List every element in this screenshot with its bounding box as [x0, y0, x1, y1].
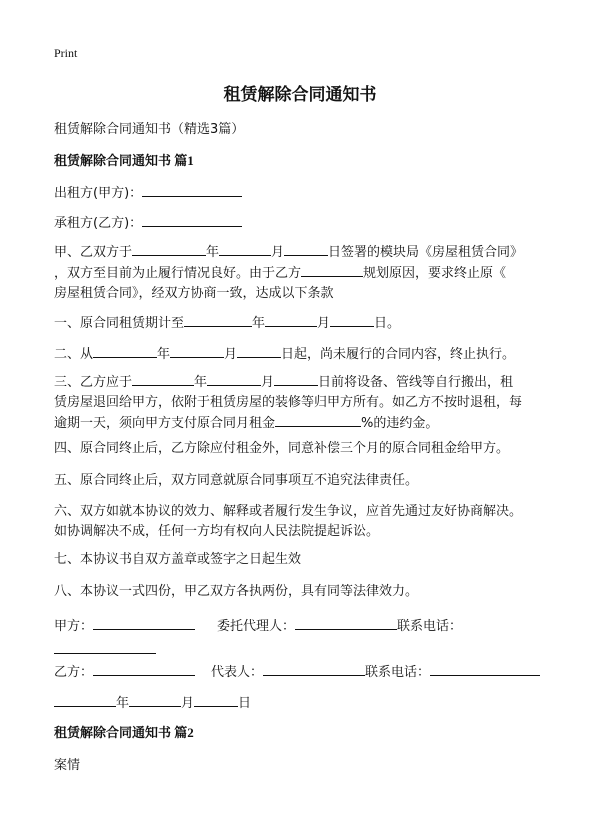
item-6-l2: 如协调解决不成，任何一方均有权向人民法院提起诉讼。 — [54, 524, 380, 539]
party-b-phone-blank — [430, 662, 540, 676]
item-4: 四、原合同终止后，乙方除应付租金外，同意补偿三个月的原合同租金给甲方。 — [54, 441, 510, 456]
lessor-line — [54, 183, 242, 202]
case-label: 案情 — [54, 758, 81, 773]
lessee-line — [54, 213, 242, 232]
item-1-day: 日。 — [374, 316, 401, 331]
date-line — [54, 693, 251, 712]
lessee-blank — [142, 213, 242, 227]
penalty-percent-blank — [275, 413, 361, 427]
item-3-l3-text: 逾期一天，须向甲方支付原合同月租金 — [54, 416, 276, 431]
party-a-phone-label: 联系电话： — [397, 619, 463, 634]
item-2-day-blank — [237, 344, 281, 358]
lessee-label: 承租方(乙方)： — [54, 216, 143, 231]
party-b-label: 乙方： — [54, 665, 94, 680]
intro-year-label: 年 — [206, 245, 220, 260]
date-day-blank — [194, 693, 238, 707]
item-2-rest: 日起，尚未履行的合同内容，终止执行。 — [281, 347, 516, 362]
date-year-blank — [54, 693, 116, 707]
signature-party-a — [54, 616, 462, 635]
item-1-year-blank — [184, 313, 252, 327]
item-2-year: 年 — [157, 347, 171, 362]
date-day: 日 — [238, 696, 252, 711]
item-3-text: 三、乙方应于 — [54, 375, 133, 390]
item-1-year: 年 — [252, 316, 266, 331]
intro-month-label: 月 — [271, 245, 285, 260]
item-3-day-blank — [274, 372, 318, 386]
party-b-blank — [93, 662, 195, 676]
date-year: 年 — [116, 696, 130, 711]
date-month-blank — [129, 693, 181, 707]
item-3-l2: 赁房屋退回给甲方，依附于租赁房屋的装修等归甲方所有。如乙方不按时退租，每 — [54, 395, 523, 410]
intro-l2-rest: 规划原因，要求终止原《 — [363, 266, 507, 281]
agent-blank — [295, 616, 397, 630]
intro-l3-text: 房屋租赁合同》，经双方协商一致，达成以下条款 — [54, 286, 334, 301]
item-3-year-blank — [132, 372, 194, 386]
item-6 — [54, 502, 548, 542]
party-a-phone-blank — [54, 640, 156, 654]
section-2-title: 租赁解除合同通知书 篇2 — [54, 725, 194, 740]
intro-day-blank — [284, 242, 328, 256]
item-1-month: 月 — [317, 316, 331, 331]
intro-reason-blank — [301, 263, 363, 277]
item-1-text: 一、原合同租赁期计至 — [54, 316, 185, 331]
item-3-year: 年 — [194, 375, 208, 390]
lessor-label: 出租方(甲方)： — [54, 186, 143, 201]
item-3-month-blank — [207, 372, 261, 386]
item-2 — [54, 344, 515, 363]
intro-text: 租赁解除合同通知书（精选3篇） — [54, 122, 245, 137]
item-1-month-blank — [265, 313, 317, 327]
date-month: 月 — [181, 696, 195, 711]
item-2-month: 月 — [224, 347, 238, 362]
intro-paragraph — [54, 242, 548, 304]
item-5: 五、原合同终止后，双方同意就原合同事项互不追究法律责任。 — [54, 473, 419, 488]
section-1-title: 租赁解除合同通知书 篇1 — [54, 153, 194, 168]
intro-year-blank — [132, 242, 206, 256]
intro-l1-rest: 日签署的模块局《房屋租赁合同》 — [328, 245, 524, 260]
intro-l2-text: ，双方至目前为止履行情况良好。由于乙方 — [54, 266, 302, 281]
document-title: 租赁解除合同通知书 — [223, 85, 377, 105]
item-3-l1-rest: 日前将设备、管线等自行搬出，租 — [318, 375, 514, 390]
intro-month-blank — [219, 242, 271, 256]
item-1-day-blank — [330, 313, 374, 327]
party-a-label: 甲方： — [54, 619, 94, 634]
item-8: 八、本协议一式四份，甲乙双方各执两份，具有同等法律效力。 — [54, 584, 419, 599]
item-3-month: 月 — [261, 375, 275, 390]
item-3 — [54, 372, 548, 434]
item-1 — [54, 313, 400, 332]
intro-l1-text: 甲、乙双方于 — [54, 245, 133, 260]
party-a-blank — [93, 616, 195, 630]
item-2-month-blank — [170, 344, 224, 358]
party-b-phone-label: 联系电话： — [365, 665, 431, 680]
item-2-text: 二、从 — [54, 347, 94, 362]
item-7: 七、本协议书自双方盖章或签字之日起生效 — [54, 552, 302, 567]
lessor-blank — [142, 183, 242, 197]
rep-label: 代表人： — [211, 665, 264, 680]
item-2-year-blank — [93, 344, 157, 358]
rep-blank — [263, 662, 365, 676]
agent-label: 委托代理人： — [217, 619, 296, 634]
print-link[interactable]: Print — [54, 46, 78, 60]
signature-party-b — [54, 662, 540, 681]
item-6-l1: 六、双方如就本协议的效力、解释或者履行发生争议，应首先通过友好协商解决。 — [54, 504, 523, 519]
item-3-l3-rest: %的违约金。 — [361, 416, 439, 431]
party-a-phone-line — [54, 640, 156, 659]
